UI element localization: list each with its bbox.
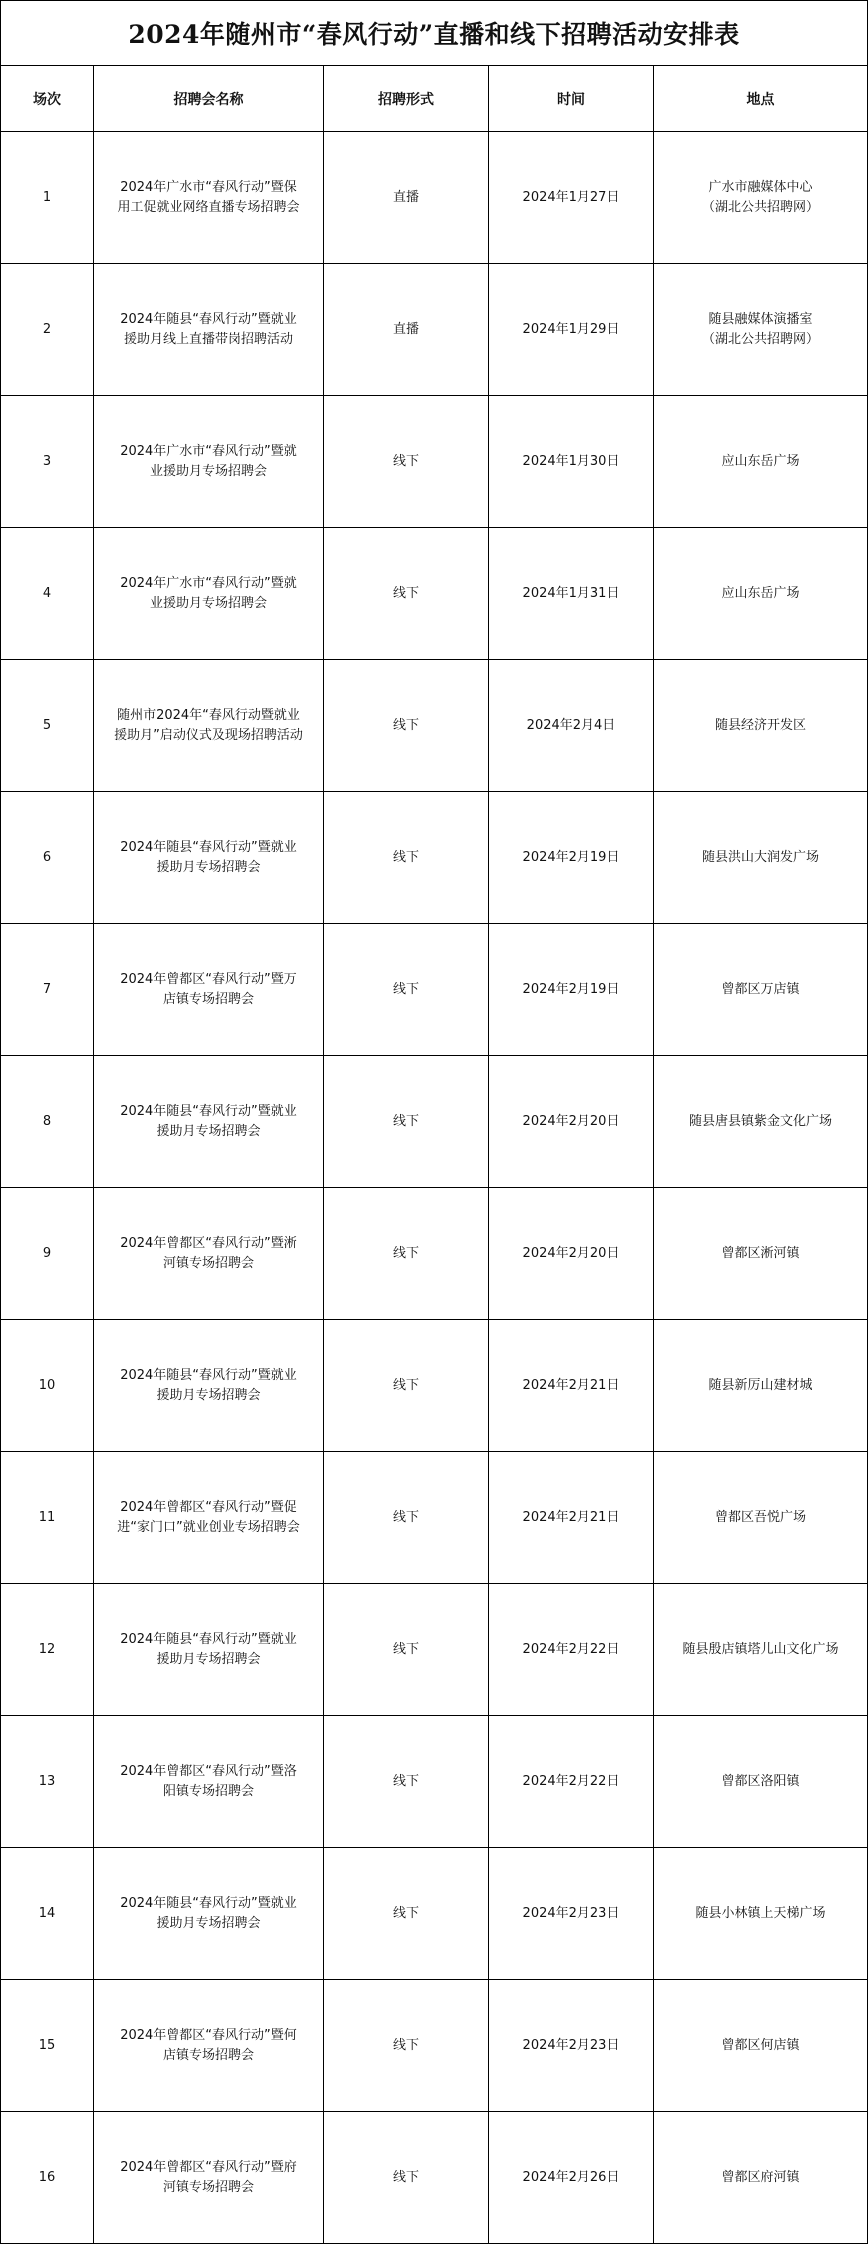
fair-name-cell — [94, 924, 324, 1056]
format-cell-text: 线下 — [392, 1377, 419, 1393]
location-cell — [654, 1980, 868, 2112]
location-cell-text: 随县经济开发区 — [714, 717, 806, 733]
fair-name-cell — [94, 1452, 324, 1584]
row-number-cell-text: 13 — [38, 1773, 56, 1789]
format-cell-text: 线下 — [392, 585, 419, 601]
location-cell — [654, 264, 868, 396]
location-cell-text: 随县唐县镇紫金文化广场 — [688, 1113, 832, 1129]
format-cell — [324, 1980, 489, 2112]
location-cell-text: 曾都区何店镇 — [721, 2037, 800, 2053]
location-cell — [654, 396, 868, 528]
format-cell-text: 直播 — [392, 189, 419, 205]
date-cell — [489, 1320, 654, 1452]
date-cell — [489, 660, 654, 792]
date-cell — [489, 792, 654, 924]
location-cell — [654, 132, 868, 264]
table-row — [1, 264, 868, 396]
column-header-format: 招聘形式 — [324, 66, 489, 132]
fair-name-cell — [94, 396, 324, 528]
location-cell — [654, 1452, 868, 1584]
format-cell-text: 线下 — [392, 2037, 419, 2053]
fair-name-cell — [94, 1188, 324, 1320]
location-cell-text: 曾都区吾悦广场 — [714, 1509, 806, 1525]
fair-name-cell-text: 2024年曾都区“春风行动”暨淅 河镇专场招聘会 — [120, 1235, 297, 1271]
format-cell — [324, 264, 489, 396]
column-header-fair-name: 招聘会名称 — [94, 66, 324, 132]
location-cell-text: 曾都区府河镇 — [721, 2169, 800, 2185]
date-cell-text: 2024年1月31日 — [522, 585, 620, 601]
fair-name-cell-text: 2024年随县“春风行动”暨就业 援助月专场招聘会 — [120, 1103, 297, 1139]
fair-name-cell-text: 2024年曾都区“春风行动”暨府 河镇专场招聘会 — [120, 2159, 297, 2195]
date-cell-text: 2024年1月29日 — [522, 321, 620, 337]
fair-name-cell-text: 2024年随县“春风行动”暨就业 援助月专场招聘会 — [120, 1631, 297, 1667]
format-cell — [324, 1584, 489, 1716]
date-cell — [489, 2112, 654, 2244]
location-cell — [654, 528, 868, 660]
column-header-date: 时间 — [489, 66, 654, 132]
location-cell-text: 随县殷店镇塔儿山文化广场 — [682, 1641, 839, 1657]
location-cell — [654, 1056, 868, 1188]
row-number-cell — [1, 1848, 94, 1980]
format-cell — [324, 660, 489, 792]
format-cell — [324, 396, 489, 528]
format-cell — [324, 1320, 489, 1452]
table-row — [1, 1188, 868, 1320]
row-number-cell — [1, 528, 94, 660]
row-number-cell — [1, 1056, 94, 1188]
location-cell-text: 曾都区淅河镇 — [721, 1245, 800, 1261]
date-cell — [489, 1980, 654, 2112]
table-row — [1, 528, 868, 660]
date-cell — [489, 1584, 654, 1716]
location-cell-text: 广水市融媒体中心 （湖北公共招聘网） — [701, 179, 819, 215]
row-number-cell-text: 9 — [42, 1245, 52, 1261]
date-cell — [489, 1716, 654, 1848]
location-cell — [654, 1716, 868, 1848]
table-row — [1, 660, 868, 792]
fair-name-cell — [94, 1320, 324, 1452]
date-cell-text: 2024年2月26日 — [522, 2169, 620, 2185]
location-cell-text: 随县融媒体演播室 （湖北公共招聘网） — [701, 311, 819, 347]
fair-name-cell — [94, 1848, 324, 1980]
table-row — [1, 396, 868, 528]
row-number-cell-text: 4 — [42, 585, 52, 601]
table-title: 2024年随州市“春风行动”直播和线下招聘活动安排表 — [1, 1, 868, 66]
row-number-cell-text: 2 — [42, 321, 52, 337]
date-cell — [489, 1452, 654, 1584]
fair-name-cell — [94, 792, 324, 924]
row-number-cell-text: 5 — [42, 717, 52, 733]
fair-name-cell — [94, 528, 324, 660]
fair-name-cell-text: 2024年随县“春风行动”暨就业 援助月专场招聘会 — [120, 1367, 297, 1403]
date-cell — [489, 396, 654, 528]
row-number-cell — [1, 1320, 94, 1452]
format-cell-text: 线下 — [392, 981, 419, 997]
fair-name-cell — [94, 1056, 324, 1188]
date-cell — [489, 1056, 654, 1188]
row-number-cell-text: 8 — [42, 1113, 52, 1129]
format-cell — [324, 1716, 489, 1848]
format-cell — [324, 528, 489, 660]
table-row — [1, 2112, 868, 2244]
location-cell — [654, 1584, 868, 1716]
date-cell-text: 2024年2月21日 — [522, 1377, 620, 1393]
date-cell — [489, 924, 654, 1056]
format-cell — [324, 924, 489, 1056]
fair-name-cell — [94, 1980, 324, 2112]
fair-name-cell-text: 2024年曾都区“春风行动”暨万 店镇专场招聘会 — [120, 971, 297, 1007]
location-cell-text: 随县小林镇上天梯广场 — [695, 1905, 826, 1921]
format-cell-text: 线下 — [392, 849, 419, 865]
fair-name-cell — [94, 1716, 324, 1848]
row-number-cell-text: 3 — [42, 453, 52, 469]
date-cell — [489, 528, 654, 660]
location-cell — [654, 2112, 868, 2244]
fair-name-cell-text: 2024年随县“春风行动”暨就业 援助月专场招聘会 — [120, 839, 297, 875]
format-cell — [324, 792, 489, 924]
date-cell-text: 2024年2月20日 — [522, 1113, 620, 1129]
table-row — [1, 1320, 868, 1452]
row-number-cell-text: 6 — [42, 849, 52, 865]
table-row — [1, 1980, 868, 2112]
location-cell — [654, 1188, 868, 1320]
row-number-cell-text: 14 — [38, 1905, 56, 1921]
format-cell-text: 线下 — [392, 2169, 419, 2185]
format-cell — [324, 1188, 489, 1320]
row-number-cell-text: 12 — [38, 1641, 56, 1657]
table-row — [1, 924, 868, 1056]
row-number-cell-text: 7 — [42, 981, 52, 997]
format-cell-text: 线下 — [392, 1113, 419, 1129]
date-cell-text: 2024年2月23日 — [522, 1905, 620, 1921]
row-number-cell — [1, 2112, 94, 2244]
fair-name-cell-text: 2024年随县“春风行动”暨就业 援助月专场招聘会 — [120, 1895, 297, 1931]
location-cell-text: 随县新厉山建材城 — [708, 1377, 813, 1393]
fair-name-cell-text: 2024年广水市“春风行动”暨就 业援助月专场招聘会 — [120, 443, 297, 479]
format-cell — [324, 2112, 489, 2244]
row-number-cell-text: 16 — [38, 2169, 56, 2185]
row-number-cell-text: 1 — [42, 189, 52, 205]
format-cell-text: 线下 — [392, 717, 419, 733]
fair-name-cell-text: 2024年曾都区“春风行动”暨何 店镇专场招聘会 — [120, 2027, 297, 2063]
location-cell-text: 应山东岳广场 — [721, 585, 800, 601]
location-cell — [654, 660, 868, 792]
date-cell-text: 2024年2月19日 — [522, 849, 620, 865]
date-cell-text: 2024年2月22日 — [522, 1773, 620, 1789]
row-number-cell — [1, 264, 94, 396]
fair-name-cell-text: 2024年曾都区“春风行动”暨洛 阳镇专场招聘会 — [120, 1763, 297, 1799]
fair-name-cell — [94, 660, 324, 792]
format-cell — [324, 1848, 489, 1980]
row-number-cell-text: 15 — [38, 2037, 56, 2053]
location-cell — [654, 924, 868, 1056]
table-row — [1, 1584, 868, 1716]
location-cell — [654, 792, 868, 924]
row-number-cell — [1, 132, 94, 264]
location-cell-text: 曾都区洛阳镇 — [721, 1773, 800, 1789]
date-cell-text: 2024年2月4日 — [526, 717, 616, 733]
format-cell — [324, 1056, 489, 1188]
table-row — [1, 1848, 868, 1980]
location-cell — [654, 1320, 868, 1452]
format-cell-text: 线下 — [392, 453, 419, 469]
table-row — [1, 1716, 868, 1848]
table-row — [1, 792, 868, 924]
location-cell-text: 随县洪山大润发广场 — [701, 849, 819, 865]
date-cell-text: 2024年1月27日 — [522, 189, 620, 205]
date-cell-text: 2024年2月20日 — [522, 1245, 620, 1261]
column-header-number: 场次 — [1, 66, 94, 132]
table-row — [1, 1452, 868, 1584]
fair-name-cell — [94, 2112, 324, 2244]
row-number-cell-text: 10 — [38, 1377, 56, 1393]
format-cell-text: 直播 — [392, 321, 419, 337]
fair-name-cell-text: 2024年广水市“春风行动”暨保 用工促就业网络直播专场招聘会 — [117, 179, 300, 215]
fair-name-cell — [94, 132, 324, 264]
date-cell-text: 2024年2月22日 — [522, 1641, 620, 1657]
format-cell-text: 线下 — [392, 1245, 419, 1261]
header-row — [1, 66, 868, 132]
table-row — [1, 132, 868, 264]
row-number-cell — [1, 1980, 94, 2112]
row-number-cell — [1, 396, 94, 528]
row-number-cell — [1, 1716, 94, 1848]
format-cell-text: 线下 — [392, 1641, 419, 1657]
row-number-cell — [1, 660, 94, 792]
location-cell-text: 曾都区万店镇 — [721, 981, 800, 997]
row-number-cell — [1, 1188, 94, 1320]
fair-name-cell — [94, 1584, 324, 1716]
format-cell-text: 线下 — [392, 1509, 419, 1525]
fair-name-cell-text: 2024年曾都区“春风行动”暨促 进“家门口”就业创业专场招聘会 — [117, 1499, 300, 1535]
fair-name-cell-text: 2024年随县“春风行动”暨就业 援助月线上直播带岗招聘活动 — [120, 311, 297, 347]
date-cell-text: 2024年2月19日 — [522, 981, 620, 997]
date-cell-text: 2024年1月30日 — [522, 453, 620, 469]
date-cell-text: 2024年2月23日 — [522, 2037, 620, 2053]
format-cell — [324, 132, 489, 264]
date-cell — [489, 132, 654, 264]
fair-name-cell-text: 随州市2024年“春风行动暨就业 援助月”启动仪式及现场招聘活动 — [114, 707, 303, 743]
format-cell-text: 线下 — [392, 1773, 419, 1789]
location-cell — [654, 1848, 868, 1980]
fair-name-cell-text: 2024年广水市“春风行动”暨就 业援助月专场招聘会 — [120, 575, 297, 611]
fair-name-cell — [94, 264, 324, 396]
location-cell-text: 应山东岳广场 — [721, 453, 800, 469]
date-cell — [489, 1848, 654, 1980]
row-number-cell — [1, 924, 94, 1056]
row-number-cell-text: 11 — [38, 1509, 56, 1525]
date-cell-text: 2024年2月21日 — [522, 1509, 620, 1525]
format-cell-text: 线下 — [392, 1905, 419, 1921]
title-row — [1, 1, 868, 66]
row-number-cell — [1, 792, 94, 924]
column-header-location: 地点 — [654, 66, 868, 132]
date-cell — [489, 264, 654, 396]
row-number-cell — [1, 1452, 94, 1584]
format-cell — [324, 1452, 489, 1584]
table-row — [1, 1056, 868, 1188]
date-cell — [489, 1188, 654, 1320]
row-number-cell — [1, 1584, 94, 1716]
